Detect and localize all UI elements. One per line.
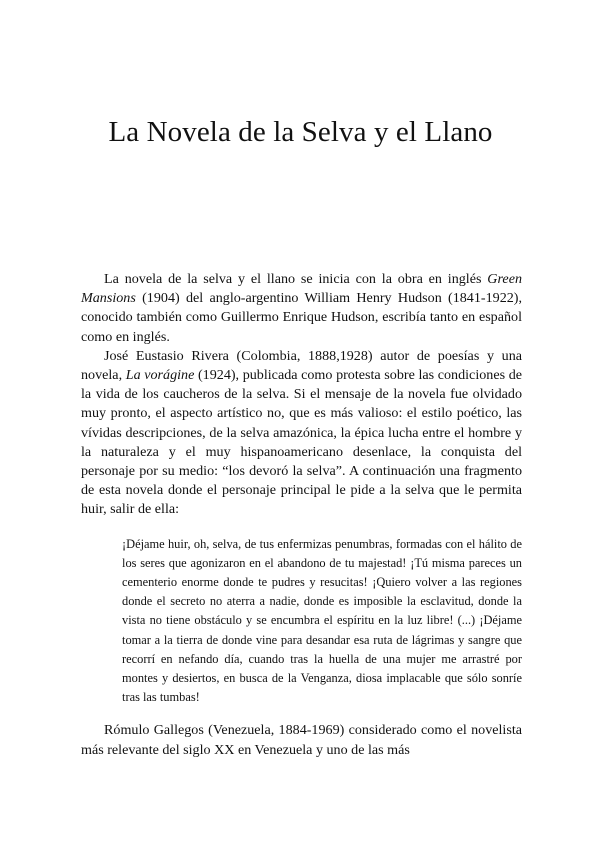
book-title-italic: La vorágine (125, 367, 195, 384)
paragraph-rivera (81, 347, 522, 520)
paragraph-gallegos: Rómulo Gallegos (Venezuela, 1884-1969) considerado como el novelista más relevante del siglo XX en Venezuela y uno de las más (81, 722, 522, 758)
document-body (81, 270, 522, 760)
page-title: La Novela de la Selva y el Llano (108, 116, 493, 148)
book-title-italic: Green Mansions (81, 271, 522, 307)
paragraph-hudson (81, 270, 522, 347)
paragraph-text: (1904) del anglo-argentino William Henry Hudson (1841-1922), conocido también como Guillermo Enrique Hudson, escribía tanto en español como en inglés. (81, 290, 522, 345)
paragraph-text: (1924), publicada como protesta sobre las condiciones de la vida de los caucheros de la selva. Si el mensaje de la novela fue olvidado muy pronto, el aspecto artístico no, que es más valioso: el estilo poético, las vívidas descripciones, de la selva amazónica, la épica lucha entre el hombre y la naturaleza y el muy hispanoamericano desenlace, la conquista del personaje por su medio: “los devoró la selva”. A continuación una fragmento de esta novela donde el personaje principal le pide a la selva que le permita huir, salir de ella: (81, 367, 522, 518)
paragraph-text: José Eustasio Rivera (Colombia, 1888,1928) autor de poesías y una novela, (81, 347, 522, 384)
paragraph-text: La novela de la selva y el llano se inicia con la obra en inglés (104, 271, 488, 287)
block-quote (122, 535, 522, 708)
quote-text: ¡Déjame huir, oh, selva, de tus enfermizas penumbras, formadas con el hálito de los seres que agonizaron en el abandono de tu majestad! ¡Tú misma pareces un cementerio enorme donde te pudres y resucitas! ¡Quiero volver a las regiones donde el secreto no aterra a nadie, donde es imposible la esclavitud, donde la vista no tiene obstáculo y se encumbra el espíritu en la luz libre! (...) ¡Déjame tomar a la tierra de donde vine para desandar esa ruta de lágrimas y sangre que recorrí en nefando día, cuando tras la huella de una mujer me arrastré por montes y desiertos, en busca de la Venganza, diosa implacable que sólo sonríe tras las tumbas! (122, 536, 522, 705)
